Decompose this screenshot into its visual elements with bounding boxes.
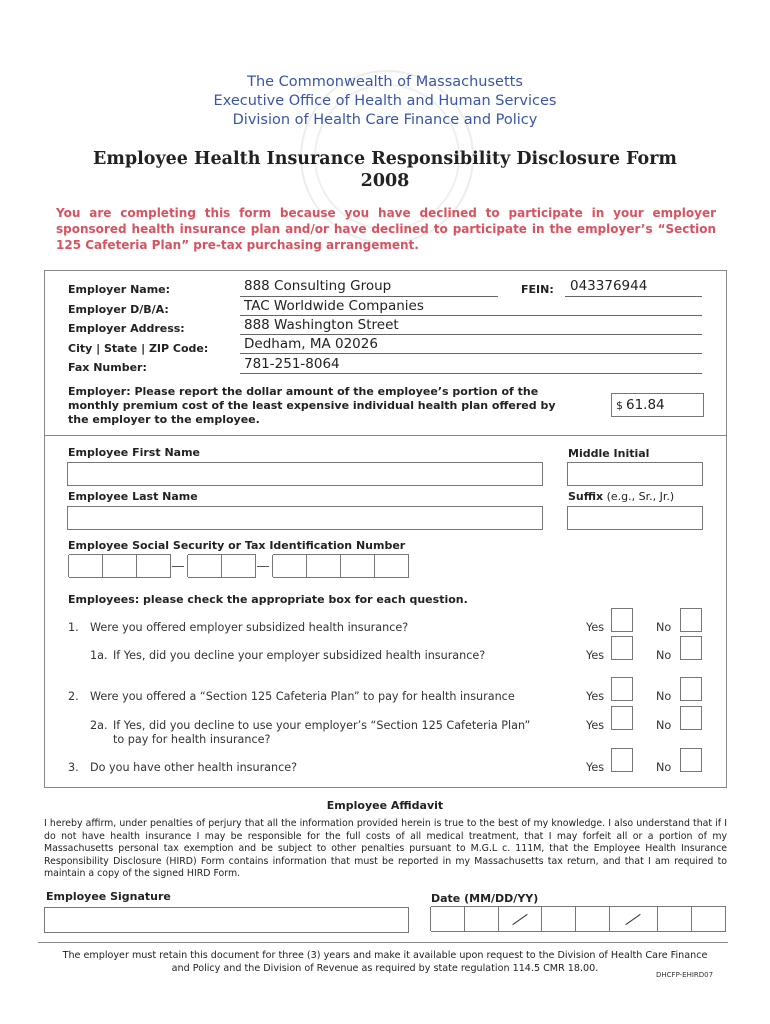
affidavit-text: I hereby affirm, under penalties of perjury that all the information provided herein is true to the best of my knowledge. I also understand that if I do not have health insurance I may be responsible for the full costs of all medical treatment, that I may forfeit all or a portion of my Massachusetts personal tax exemption and be subject to other penalties pursuant to M.G.L c. 111M, that the Employee Health Insurance Responsibility Disclosure (HIRD) Form contains information that must be reported in my Massachusetts tax return, and that I am required to maintain a copy of the signed HIRD Form. — [44, 818, 727, 880]
question-1-no-label: No — [656, 621, 672, 634]
employer-name-underline — [240, 296, 498, 297]
first-name-input[interactable] — [67, 462, 543, 486]
question-1-yes-checkbox[interactable] — [611, 608, 633, 632]
decline-notice: You are completing this form because you have declined to participate in your employer sponsored health insurance plan and/or have declined to participate in the employer’s “Section 125 Cafeteria Plan” pre-tax purchasing arrangement. — [56, 206, 716, 252]
signature-label: Employee Signature — [46, 890, 171, 903]
affidavit-title: Employee Affidavit — [326, 799, 444, 812]
question-1a-no-checkbox[interactable] — [680, 636, 702, 660]
form-code: DHCFP-EHIRD07 — [656, 971, 714, 979]
question-2a-number: 2a. — [90, 719, 108, 732]
ssn-digit[interactable] — [273, 554, 307, 578]
last-name-label: Employee Last Name — [68, 490, 198, 503]
first-name-label: Employee First Name — [68, 446, 200, 459]
city-state-zip-underline — [240, 353, 702, 354]
employer-dba-field[interactable]: TAC Worldwide Companies — [244, 298, 424, 314]
footer-divider — [38, 942, 728, 943]
questions-intro: Employees: please check the appropriate box for each question. — [68, 593, 468, 606]
question-3-yes-label: Yes — [586, 761, 605, 774]
fax-number-label: Fax Number: — [68, 361, 147, 374]
question-2-number: 2. — [68, 690, 79, 703]
question-2a-text: If Yes, did you decline to use your employer’s “Section 125 Cafeteria Plan” — [113, 719, 531, 732]
ssn-digit[interactable] — [69, 554, 103, 578]
question-3-number: 3. — [68, 761, 79, 774]
suffix-label-bold: Suffix — [568, 490, 604, 503]
header-line-eohhs: Executive Office of Health and Human Services — [213, 93, 557, 109]
signature-field[interactable] — [44, 907, 409, 933]
question-1-text: Were you offered employer subsidized health insurance? — [90, 621, 409, 634]
suffix-label — [568, 490, 674, 503]
fein-field[interactable]: 043376944 — [570, 278, 648, 294]
suffix-input[interactable] — [567, 506, 703, 530]
question-3-no-checkbox[interactable] — [680, 748, 702, 772]
ssn-digit[interactable] — [188, 554, 222, 578]
header-line-commonwealth: The Commonwealth of Massachusetts — [247, 74, 523, 90]
question-1a-no-label: No — [656, 649, 672, 662]
date-digit-year[interactable] — [658, 906, 692, 932]
ssn-label: Employee Social Security or Tax Identification Number — [68, 539, 406, 552]
question-3-yes-checkbox[interactable] — [611, 748, 633, 772]
header-line-division: Division of Health Care Finance and Policy — [232, 112, 538, 128]
date-digit-day[interactable] — [542, 906, 576, 932]
date-field — [430, 907, 726, 931]
question-1a-number: 1a. — [90, 649, 108, 662]
city-state-zip-field[interactable]: Dedham, MA 02026 — [244, 336, 378, 352]
fein-label: FEIN: — [521, 283, 554, 296]
employer-address-label: Employer Address: — [68, 322, 185, 335]
date-slash — [512, 914, 527, 925]
date-digit-month[interactable] — [431, 906, 465, 932]
ssn-digit[interactable] — [103, 554, 137, 578]
middle-initial-input[interactable] — [567, 462, 703, 486]
employer-name-field[interactable]: 888 Consulting Group — [244, 278, 392, 294]
question-2-yes-label: Yes — [586, 690, 605, 703]
city-state-zip-label: City | State | ZIP Code: — [68, 342, 209, 355]
question-2a-no-checkbox[interactable] — [680, 706, 702, 730]
question-3-text: Do you have other health insurance? — [90, 761, 298, 774]
employer-address-underline — [240, 334, 702, 335]
ssn-group-1 — [68, 555, 170, 577]
ssn-group-2 — [187, 555, 255, 577]
question-1-no-checkbox[interactable] — [680, 608, 702, 632]
retention-notice: The employer must retain this document for three (3) years and make it available upon request to the Division of Health Care Finance and Policy and the Division of Revenue as required by state regulation 114.5 CMR 18.00. — [62, 950, 708, 974]
middle-initial-label: Middle Initial — [568, 447, 650, 460]
suffix-label-hint: (e.g., Sr., Jr.) — [606, 490, 675, 503]
ssn-digit[interactable] — [307, 554, 341, 578]
question-1-yes-label: Yes — [586, 621, 605, 634]
employer-dba-underline — [240, 315, 702, 316]
employer-address-field[interactable]: 888 Washington Street — [244, 317, 399, 333]
question-3-no-label: No — [656, 761, 672, 774]
question-2a-yes-label: Yes — [586, 719, 605, 732]
question-2-yes-checkbox[interactable] — [611, 677, 633, 701]
ssn-dash-1 — [172, 566, 184, 567]
date-label: Date (MM/DD/YY) — [431, 892, 539, 905]
ssn-group-3 — [272, 555, 408, 577]
question-2-text: Were you offered a “Section 125 Cafeteria Plan” to pay for health insurance — [90, 690, 515, 703]
date-separator-cell — [610, 906, 658, 932]
last-name-input[interactable] — [67, 506, 543, 530]
question-2a-no-label: No — [656, 719, 672, 732]
date-slash — [625, 914, 640, 925]
question-2-no-checkbox[interactable] — [680, 677, 702, 701]
date-digit-year[interactable] — [692, 906, 726, 932]
date-separator-cell — [499, 906, 542, 932]
ssn-digit[interactable] — [375, 554, 409, 578]
question-2a-text-continued: to pay for health insurance? — [113, 733, 271, 746]
dollar-sign: $ — [616, 399, 623, 412]
question-1a-yes-checkbox[interactable] — [611, 636, 633, 660]
section-divider-employer — [44, 435, 727, 436]
date-digit-month[interactable] — [465, 906, 499, 932]
question-2-no-label: No — [656, 690, 672, 703]
question-1a-text: If Yes, did you decline your employer subsidized health insurance? — [113, 649, 486, 662]
fax-number-underline — [240, 373, 702, 374]
date-digit-day[interactable] — [576, 906, 610, 932]
form-year: 2008 — [360, 171, 410, 191]
employer-name-label: Employer Name: — [68, 283, 171, 296]
fax-number-field[interactable]: 781-251-8064 — [244, 356, 340, 372]
ssn-digit[interactable] — [222, 554, 256, 578]
ssn-digit[interactable] — [137, 554, 171, 578]
question-2a-yes-checkbox[interactable] — [611, 706, 633, 730]
question-1-number: 1. — [68, 621, 79, 634]
employer-dba-label: Employer D/B/A: — [68, 303, 169, 316]
premium-amount-field[interactable] — [611, 393, 704, 417]
premium-amount-value: 61.84 — [626, 397, 665, 413]
form-title: Employee Health Insurance Responsibility Disclosure Form — [93, 149, 677, 169]
ssn-dash-2 — [257, 566, 269, 567]
premium-instruction: Employer: Please report the dollar amount of the employee’s portion of the monthly premium cost of the least expensive individual health plan offered by the employer to the employee. — [68, 385, 556, 426]
fein-underline — [565, 296, 702, 297]
ssn-digit[interactable] — [341, 554, 375, 578]
question-1a-yes-label: Yes — [586, 649, 605, 662]
